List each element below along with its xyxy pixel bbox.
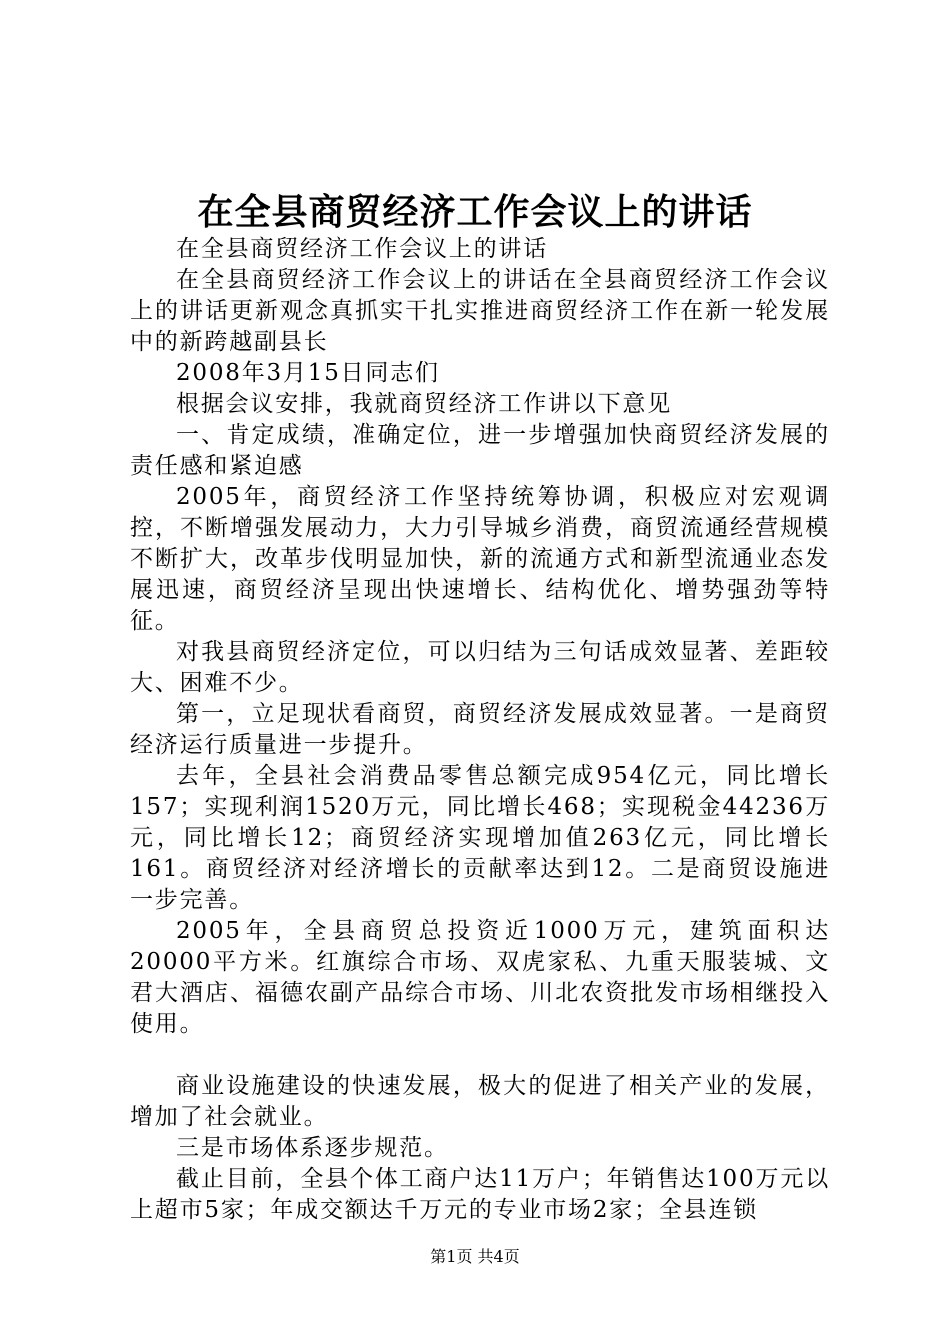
paragraph: 对我县商贸经济定位，可以归结为三句话成效显著、差距较大、困难不少。 [130, 639, 830, 696]
paragraph: 截止目前，全县个体工商户达11万户；年销售达100万元以上超市5家；年成交额达千万元的专业市场2家；全县连锁 [130, 1166, 830, 1223]
paragraph: 2005年，全县商贸总投资近1000万元，建筑面积达20000平方米。红旗综合市场、双虎家私、九重天服装城、文君大酒店、福德农副产品综合市场、川北农资批发市场相继投入使用。 [130, 918, 830, 1037]
page-footer: 第1页 共4页 [430, 1247, 520, 1266]
paragraph: 第一，立足现状看商贸，商贸经济发展成效显著。一是商贸经济运行质量进一步提升。 [130, 701, 830, 758]
document-body [130, 234, 830, 1226]
paragraph: 2005年，商贸经济工作坚持统筹协调，积极应对宏观调控，不断增强发展动力，大力引导城乡消费，商贸流通经营规模不断扩大，改革步伐明显加快，新的流通方式和新型流通业态发展迅速，商贸经济呈现出快速增长、结构优化、增势强劲等特征。 [130, 484, 830, 634]
paragraph: 根据会议安排，我就商贸经济工作讲以下意见 [176, 391, 672, 417]
document-title: 在全县商贸经济工作会议上的讲话 [197, 191, 753, 233]
paragraph: 去年，全县社会消费品零售总额完成954亿元，同比增长157；实现利润1520万元，同比增长468；实现税金44236万元，同比增长12；商贸经济实现增加值263亿元，同比增长161。商贸经济对经济增长的贡献率达到12。二是商贸设施进一步完善。 [130, 763, 830, 913]
paragraph: 三是市场体系逐步规范。 [176, 1135, 449, 1161]
paragraph: 一、肯定成绩，准确定位，进一步增强加快商贸经济发展的责任感和紧迫感 [130, 422, 830, 479]
paragraph: 2008年3月15日同志们 [176, 360, 440, 386]
paragraph: 在全县商贸经济工作会议上的讲话在全县商贸经济工作会议上的讲话更新观念真抓实干扎实推进商贸经济工作在新一轮发展中的新跨越副县长 [130, 267, 830, 355]
paragraph: 商业设施建设的快速发展，极大的促进了相关产业的发展，增加了社会就业。 [130, 1073, 830, 1130]
paragraph: 在全县商贸经济工作会议上的讲话 [176, 236, 548, 262]
